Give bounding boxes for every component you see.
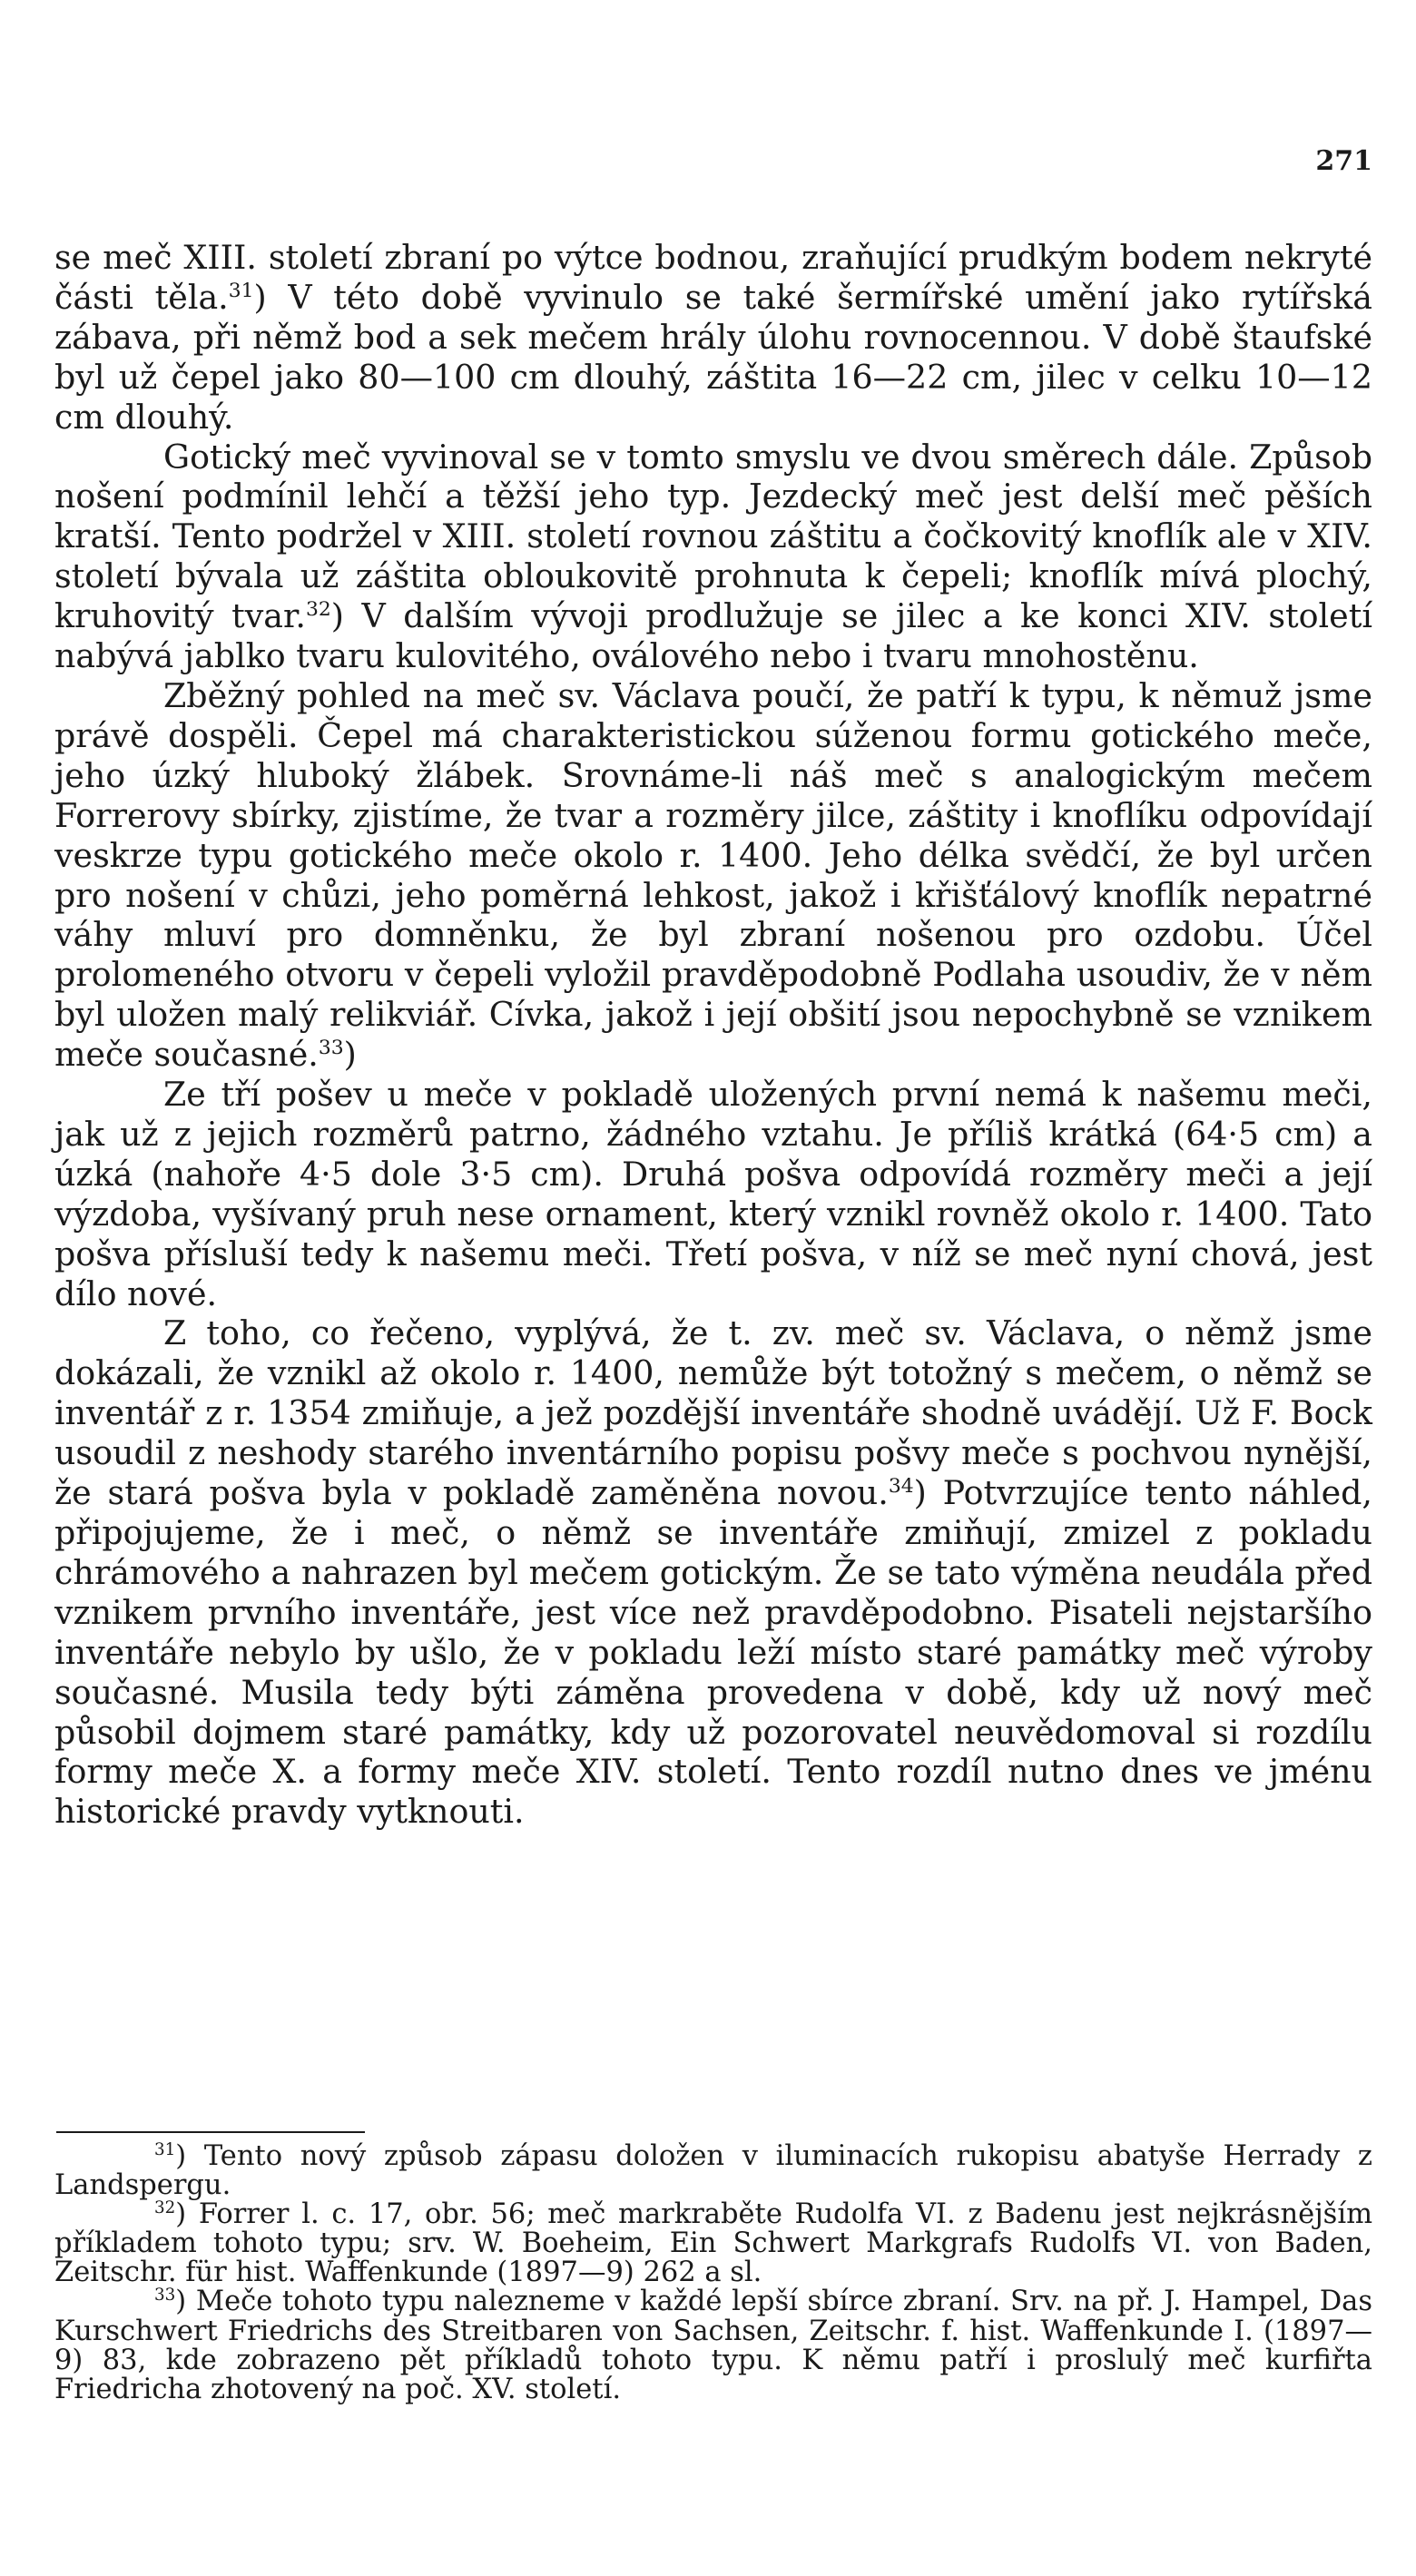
paragraph-1-text-cont: ) V této době vyvinulo se také šermířské umění jako rytířská zábava, při němž bod a sek mečem hrály úlohu rovnocennou. V době štaufské byl už čepel jako 80—100 cm dlouhý, záštita 16—22 cm, jilec v celku 10—12 cm dlouhý. (54, 277, 1372, 437)
footnote-31-text: ) Tento nový způsob zápasu doložen v iluminacích rukopisu abatyše Herrady z Landspergu. (54, 2140, 1372, 2202)
footnote-ref-32: 32 (305, 598, 331, 622)
footnote-mark-33: 33 (154, 2286, 176, 2306)
footnote-32 (54, 2200, 1372, 2287)
footnote-33-text: ) Meče tohoto typu nalezneme v každé lepší sbírce zbraní. Srv. na př. J. Hampel, Das Kurschwert Friedrichs des Streitbaren von Sachsen, Zeitschr. f. hist. Waffenkunde I. (1897—9) 83, kde zobrazeno pět příkladů tohoto typu. K němu patří i proslulý meč kurfiřta Friedricha zhotovený na poč. XV. století. (54, 2286, 1372, 2405)
page-number: 271 (1315, 145, 1372, 177)
footnote-32-text: ) Forrer l. c. 17, obr. 56; meč markraběte Rudolfa VI. z Badenu jest nejkrásnějším příkladem tohoto typu; srv. W. Boeheim, Ein Schwert Markgrafs Rudolfs VI. von Baden, Zeitschr. für hist. Waffenkunde (1897—9) 262 a sl. (54, 2198, 1372, 2289)
footnote-mark-31: 31 (154, 2139, 176, 2159)
paragraph-5 (54, 1313, 1372, 1832)
footnote-ref-31: 31 (228, 279, 254, 302)
footnote-mark-32: 32 (154, 2198, 176, 2218)
footnote-31 (54, 2139, 1372, 2202)
footnote-ref-34: 34 (888, 1474, 914, 1498)
footnote-ref-33: 33 (318, 1037, 344, 1059)
main-text (54, 238, 1372, 1832)
footnote-33 (54, 2287, 1372, 2404)
paragraph-3 (54, 676, 1372, 1075)
paragraph-4-text: Ze tří pošev u meče v pokladě uložených první nemá k našemu meči, jak už z jejich rozměrů patrno, žádného vztahu. Je příliš krátká (64·5 cm) a úzká (nahoře 4·5 dole 3·5 cm). Druhá pošva odpovídá rozměry meči a její výzdoba, vyšívaný pruh nese ornament, který vznikl rovněž okolo r. 1400. Tato pošva přísluší tedy k našemu meči. Třetí pošva, v níž se meč nyní chová, jest dílo nové. (54, 1075, 1372, 1313)
paragraph-1-text: se meč XIII. století zbraní po výtce bodnou, zraňující prudkým bodem nekryté části těla. (54, 238, 1372, 317)
footnotes (54, 2139, 1372, 2405)
paragraph-5-text: Z toho, co řečeno, vyplývá, že t. zv. meč sv. Václava, o němž jsme dokázali, že vznikl až okolo r. 1400, nemůže být totožný s mečem, o němž se inventář z r. 1354 zmiňuje, a jež pozdější inventáře shodně uvádějí. Už F. Bock usoudil z neshody starého inventárního popisu pošvy meče s pochvou nynější, že stará pošva byla v pokladě zaměněna novou. (54, 1313, 1372, 1513)
paragraph-2 (54, 438, 1372, 676)
paragraph-2-text-cont: ) V dalším vývoji prodlužuje se jilec a ke konci XIV. století nabývá jablko tvaru kulovitého, oválového nebo i tvaru mnohostěnu. (54, 596, 1372, 676)
paragraph-3-text-cont: ) (343, 1035, 357, 1075)
footnote-divider (56, 2131, 365, 2133)
paragraph-2-text: Gotický meč vyvinoval se v tomto smyslu ve dvou směrech dále. Způsob nošení podmínil lehčí a těžší jeho typ. Jezdecký meč jest delší meč pěších kratší. Tento podržel v XIII. století rovnou záštitu a čočkovitý knoflík ale v XIV. století bývala už záštita obloukovitě prohnuta k čepeli; knoflík mívá plochý, kruhovitý tvar. (54, 437, 1372, 636)
paragraph-3-text: Zběžný pohled na meč sv. Václava poučí, že patří k typu, k němuž jsme právě dospěli. Čepel má charakteristickou súženou formu gotického meče, jeho úzký hluboký žlábek. Srovnáme-li náš meč s analogickým mečem Forrerovy sbírky, zjistíme, že tvar a rozměry jilce, záštity i knoflíku odpovídají veskrze typu gotického meče okolo r. 1400. Jeho délka svědčí, že byl určen pro nošení v chůzi, jeho poměrná lehkost, jakož i křišťálový knoflík nepatrné váhy mluví pro domněnku, že byl zbraní nošenou pro ozdobu. Účel prolomeného otvoru v čepeli vyložil pravděpodobně Podlaha usoudiv, že v něm byl uložen malý relikviář. Cívka, jakož i její obšití jsou nepochybně se vznikem meče současné. (54, 675, 1372, 1075)
paragraph-4 (54, 1075, 1372, 1313)
paragraph-1 (54, 238, 1372, 438)
paragraph-5-text-cont: ) Potvrzujíce tento náhled, připojujeme, že i meč, o němž se inventáře zmiňují, zmizel z pokladu chrámového a nahrazen byl mečem gotickým. Že se tato výměna neudála před vznikem prvního inventáře, jest více než pravděpodobno. Pisateli nejstaršího inventáře nebylo by ušlo, že v pokladu leží místo staré památky meč výroby současné. Musila tedy býti záměna provedena v době, kdy už nový meč působil dojmem staré památky, kdy už pozorovatel neuvědomoval si rozdílu formy meče X. a formy meče XIV. století. Tento rozdíl nutno dnes ve jménu historické pravdy vytknouti. (54, 1473, 1372, 1832)
